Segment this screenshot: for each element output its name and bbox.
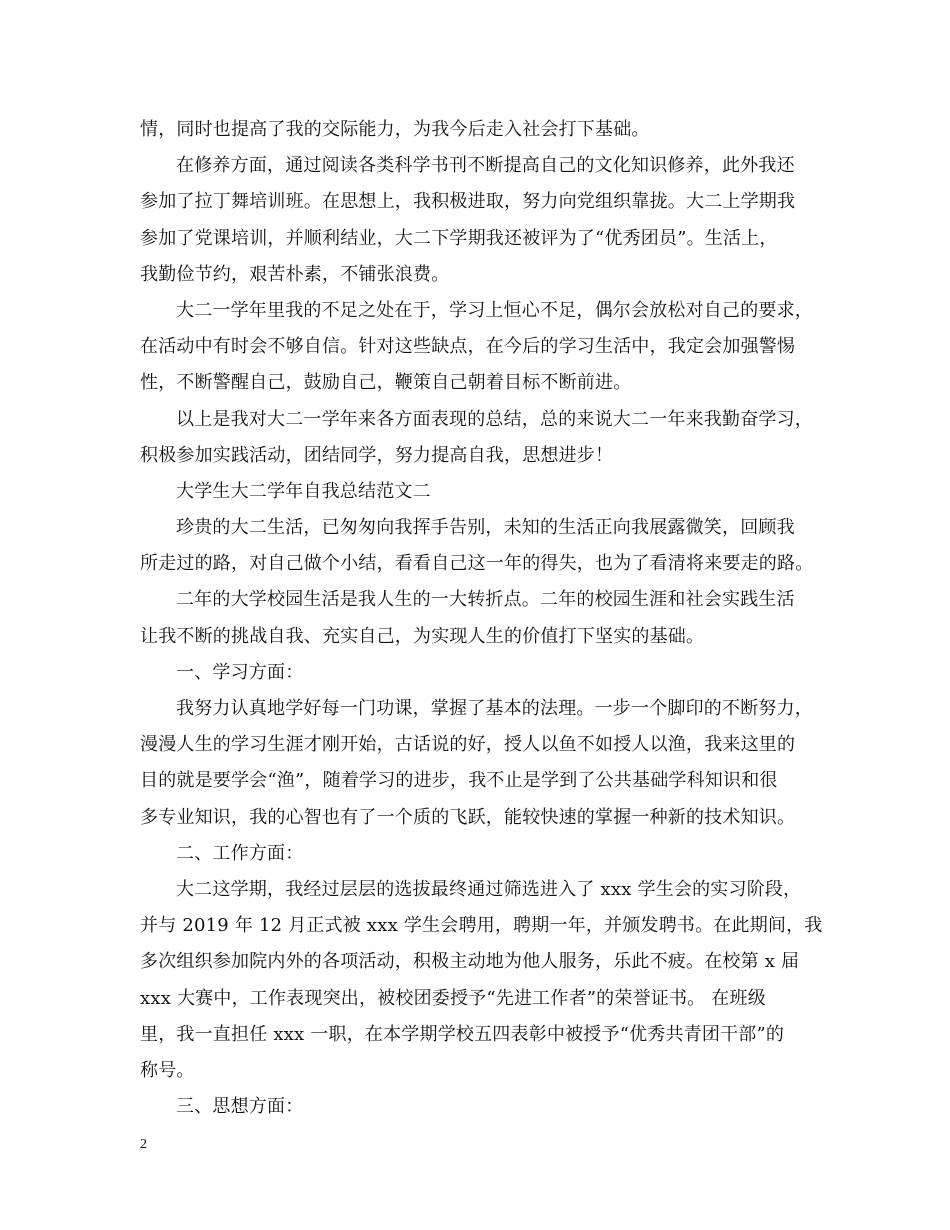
section-heading-study: 一、学习方面：	[176, 661, 304, 683]
section-heading-work: 二、工作方面：	[176, 842, 304, 864]
text-line: 多专业知识，我的心智也有了一个质的飞跃，能较快速的掌握一种新的技术知识。	[140, 806, 796, 828]
text-line: 情，同时也提高了我的交际能力，为我今后走入社会打下基础。	[140, 119, 650, 140]
text-line: 多次组织参加院内外的各项活动，积极主动地为他人服务，乐此不疲。在校第 x 届	[140, 951, 800, 973]
text-line: 参加了拉丁舞培训班。在思想上，我积极进取，努力向党组织靠拢。大二上学期我	[140, 191, 796, 213]
text-line: 参加了党课培训，并顺利结业，大二下学期我还被评为了“优秀团员”。生活上，	[140, 227, 778, 249]
text-line: 珍贵的大二生活，已匆匆向我挥手告别，未知的生活正向我展露微笑，回顾我	[176, 517, 795, 539]
text-line: 积极参加实践活动，团结同学，努力提高自我，思想进步！	[140, 444, 614, 466]
text-line: 以上是我对大二一学年来各方面表现的总结，总的来说大二一年来我勤奋学习，	[176, 408, 813, 430]
section-heading-thought: 三、思想方面：	[176, 1096, 304, 1118]
text-line: 大二这学期，我经过层层的选拔最终通过筛选进入了 xxx 学生会的实习阶段，	[176, 878, 802, 900]
text-line: 性，不断警醒自己，鼓励自己，鞭策自己朝着目标不断前进。	[140, 372, 632, 394]
section-title: 大学生大二学年自我总结范文二	[176, 480, 431, 502]
text-line: xxx 大赛中，工作表现突出，被校团委授予“先进工作者”的荣誉证书。 在班级	[140, 987, 766, 1009]
page-number: 2	[140, 1137, 147, 1152]
text-line: 让我不断的挑战自我、充实自己，为实现人生的价值打下坚实的基础。	[140, 625, 705, 647]
text-line: 里，我一直担任 xxx 一职，在本学期学校五四表彰中被授予“优秀共青团干部”的	[140, 1023, 785, 1045]
text-line: 在活动中有时会不够自信。针对这些缺点，在今后的学习生活中，我定会加强警惕	[140, 336, 796, 358]
text-line: 所走过的路，对自己做个小结，看看自己这一年的得失，也为了看清将来要走的路。	[140, 553, 814, 575]
text-line: 称号。	[140, 1059, 195, 1081]
body-text	[140, 112, 840, 1125]
text-line: 我努力认真地学好每一门功课，掌握了基本的法理。一步一个脚印的不断努力，	[176, 698, 813, 719]
text-line: 大二一学年里我的不足之处在于，学习上恒心不足，偶尔会放松对自己的要求，	[176, 299, 813, 321]
text-line: 并与 2019 年 12 月正式被 xxx 学生会聘用，聘期一年，并颁发聘书。在此期间，我	[140, 915, 823, 937]
text-line: 二年的大学校园生活是我人生的一大转折点。二年的校园生涯和社会实践生活	[176, 589, 795, 611]
text-line: 我勤俭节约，艰苦朴素，不铺张浪费。	[140, 263, 450, 285]
text-line: 在修养方面，通过阅读各类科学书刊不断提高自己的文化知识修养，此外我还	[176, 155, 795, 177]
text-line: 目的就是要学会“渔”，随着学习的进步，我不止是学到了公共基础学科知识和很	[140, 770, 778, 792]
text-line: 漫漫人生的学习生涯才刚开始，古话说的好，授人以鱼不如授人以渔，我来这里的	[140, 734, 796, 756]
